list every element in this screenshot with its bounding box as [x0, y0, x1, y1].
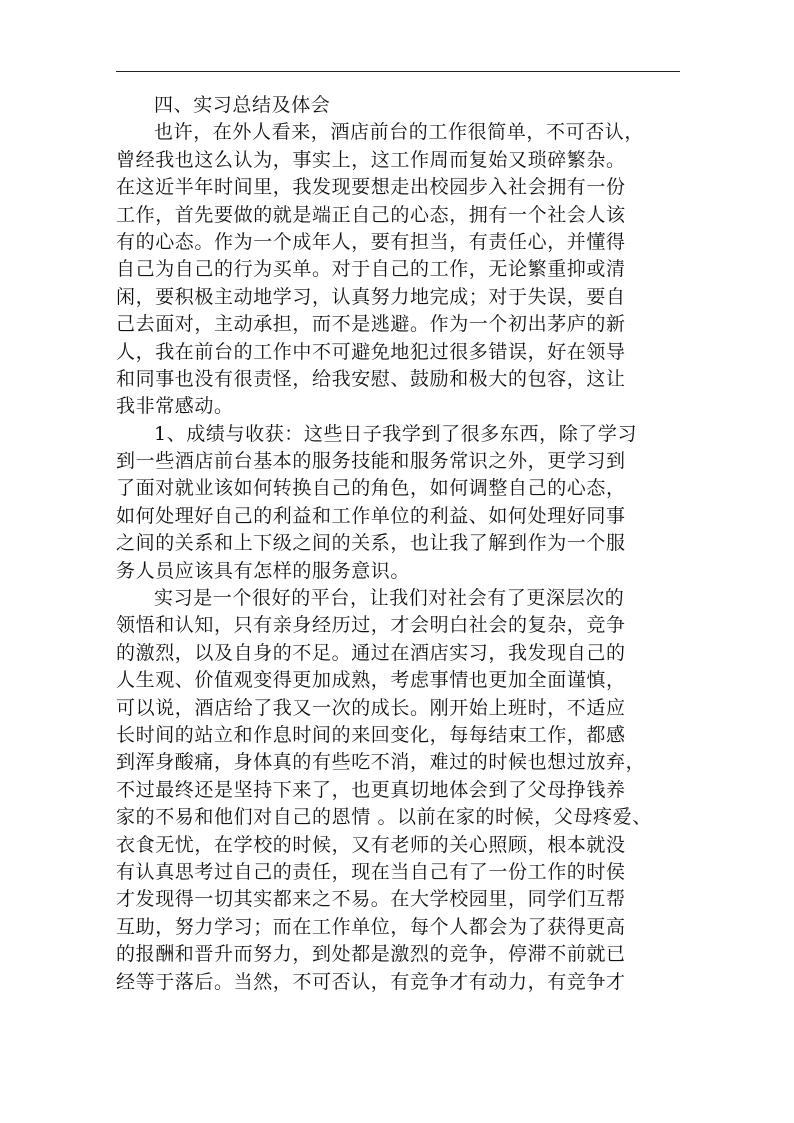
- paragraph-3-line: 经等于落后。当然，不可否认，有竞争才有动力，有竞争才: [116, 970, 626, 993]
- paragraph-2-line: 到一些酒店前台基本的服务技能和服务常识之外，更学习到: [116, 450, 626, 473]
- paragraph-3-line: 衣食无忧，在学校的时候，又有老师的关心照顾，根本就没: [116, 833, 626, 856]
- paragraph-1-line: 在这近半年时间里，我发现要想走出校园步入社会拥有一份: [116, 176, 626, 199]
- paragraph-1-line: 有的心态。作为一个成年人，要有担当，有责任心，并懂得: [116, 230, 626, 253]
- paragraph-1-line: 和同事也没有很责怪，给我安慰、鼓励和极大的包容，这让: [116, 367, 626, 390]
- paragraph-3-line: 有认真思考过自己的责任，现在当自己有了一份工作的时侯: [116, 860, 626, 883]
- paragraph-3-line: 领悟和认知，只有亲身经历过，才会明白社会的复杂，竞争: [116, 614, 626, 637]
- paragraph-1-line: 自己为自己的行为买单。对于自己的工作，无论繁重抑或清: [116, 258, 626, 281]
- paragraph-1-line: 己去面对，主动承担，而不是逃避。作为一个初出茅庐的新: [116, 313, 626, 336]
- section-heading: 四、实习总结及体会: [154, 94, 331, 116]
- paragraph-3-line: 才发现得一切其实都来之不易。在大学校园里，同学们互帮: [116, 888, 626, 911]
- paragraph-2-line: 务人员应该具有怎样的服务意识。: [116, 559, 411, 582]
- paragraph-1-line: 我非常感动。: [116, 395, 234, 418]
- paragraph-1-line: 人，我在前台的工作中不可避免地犯过很多错误，好在领导: [116, 340, 626, 363]
- paragraph-2-line: 了面对就业该如何转换自己的角色，如何调整自己的心态，: [116, 477, 626, 500]
- paragraph-3-line: 实习是一个很好的平台，让我们对社会有了更深层次的: [154, 587, 625, 610]
- paragraph-3-line: 可以说，酒店给了我又一次的成长。刚开始上班时，不适应: [116, 696, 626, 719]
- body-text: [116, 92, 676, 996]
- paragraph-2-line: 之间的关系和上下级之间的关系，也让我了解到作为一个服: [116, 532, 626, 555]
- paragraph-2-line: 如何处理好自己的利益和工作单位的利益、如何处理好同事: [116, 504, 626, 527]
- paragraph-3-line: 的报酬和晋升而努力，到处都是激烈的竞争，停滞不前就已: [116, 943, 626, 966]
- paragraph-2-line: 1、成绩与收获：这些日子我学到了很多东西，除了学习: [154, 422, 638, 445]
- paragraph-3-line: 互助，努力学习；而在工作单位，每个人都会为了获得更高: [116, 915, 626, 938]
- paragraph-3-line: 不过最终还是坚持下来了，也更真切地体会到了父母挣钱养: [116, 778, 626, 801]
- header-rule: [116, 71, 680, 72]
- paragraph-1-line: 也许，在外人看来，酒店前台的工作很简单，不可否认，: [154, 121, 645, 144]
- paragraph-3-line: 家的不易和他们对自己的恩情 。以前在家的时候，父母疼爱、: [116, 806, 652, 829]
- paragraph-3-line: 到浑身酸痛，身体真的有些吃不消，难过的时候也想过放弃，: [116, 751, 646, 774]
- paragraph-3-line: 人生观、价值观变得更加成熟，考虑事情也更加全面谨慎，: [116, 669, 626, 692]
- paragraph-1-line: 曾经我也这么认为，事实上，这工作周而复始又琐碎繁杂。: [116, 148, 626, 171]
- paragraph-3-line: 的激烈，以及自身的不足。通过在酒店实习，我发现自己的: [116, 641, 626, 664]
- paragraph-1-line: 工作，首先要做的就是端正自己的心态，拥有一个社会人该: [116, 203, 626, 226]
- paragraph-1-line: 闲，要积极主动地学习，认真努力地完成；对于失误，要自: [116, 285, 626, 308]
- paragraph-3-line: 长时间的站立和作息时间的来回变化，每每结束工作，都感: [116, 723, 626, 746]
